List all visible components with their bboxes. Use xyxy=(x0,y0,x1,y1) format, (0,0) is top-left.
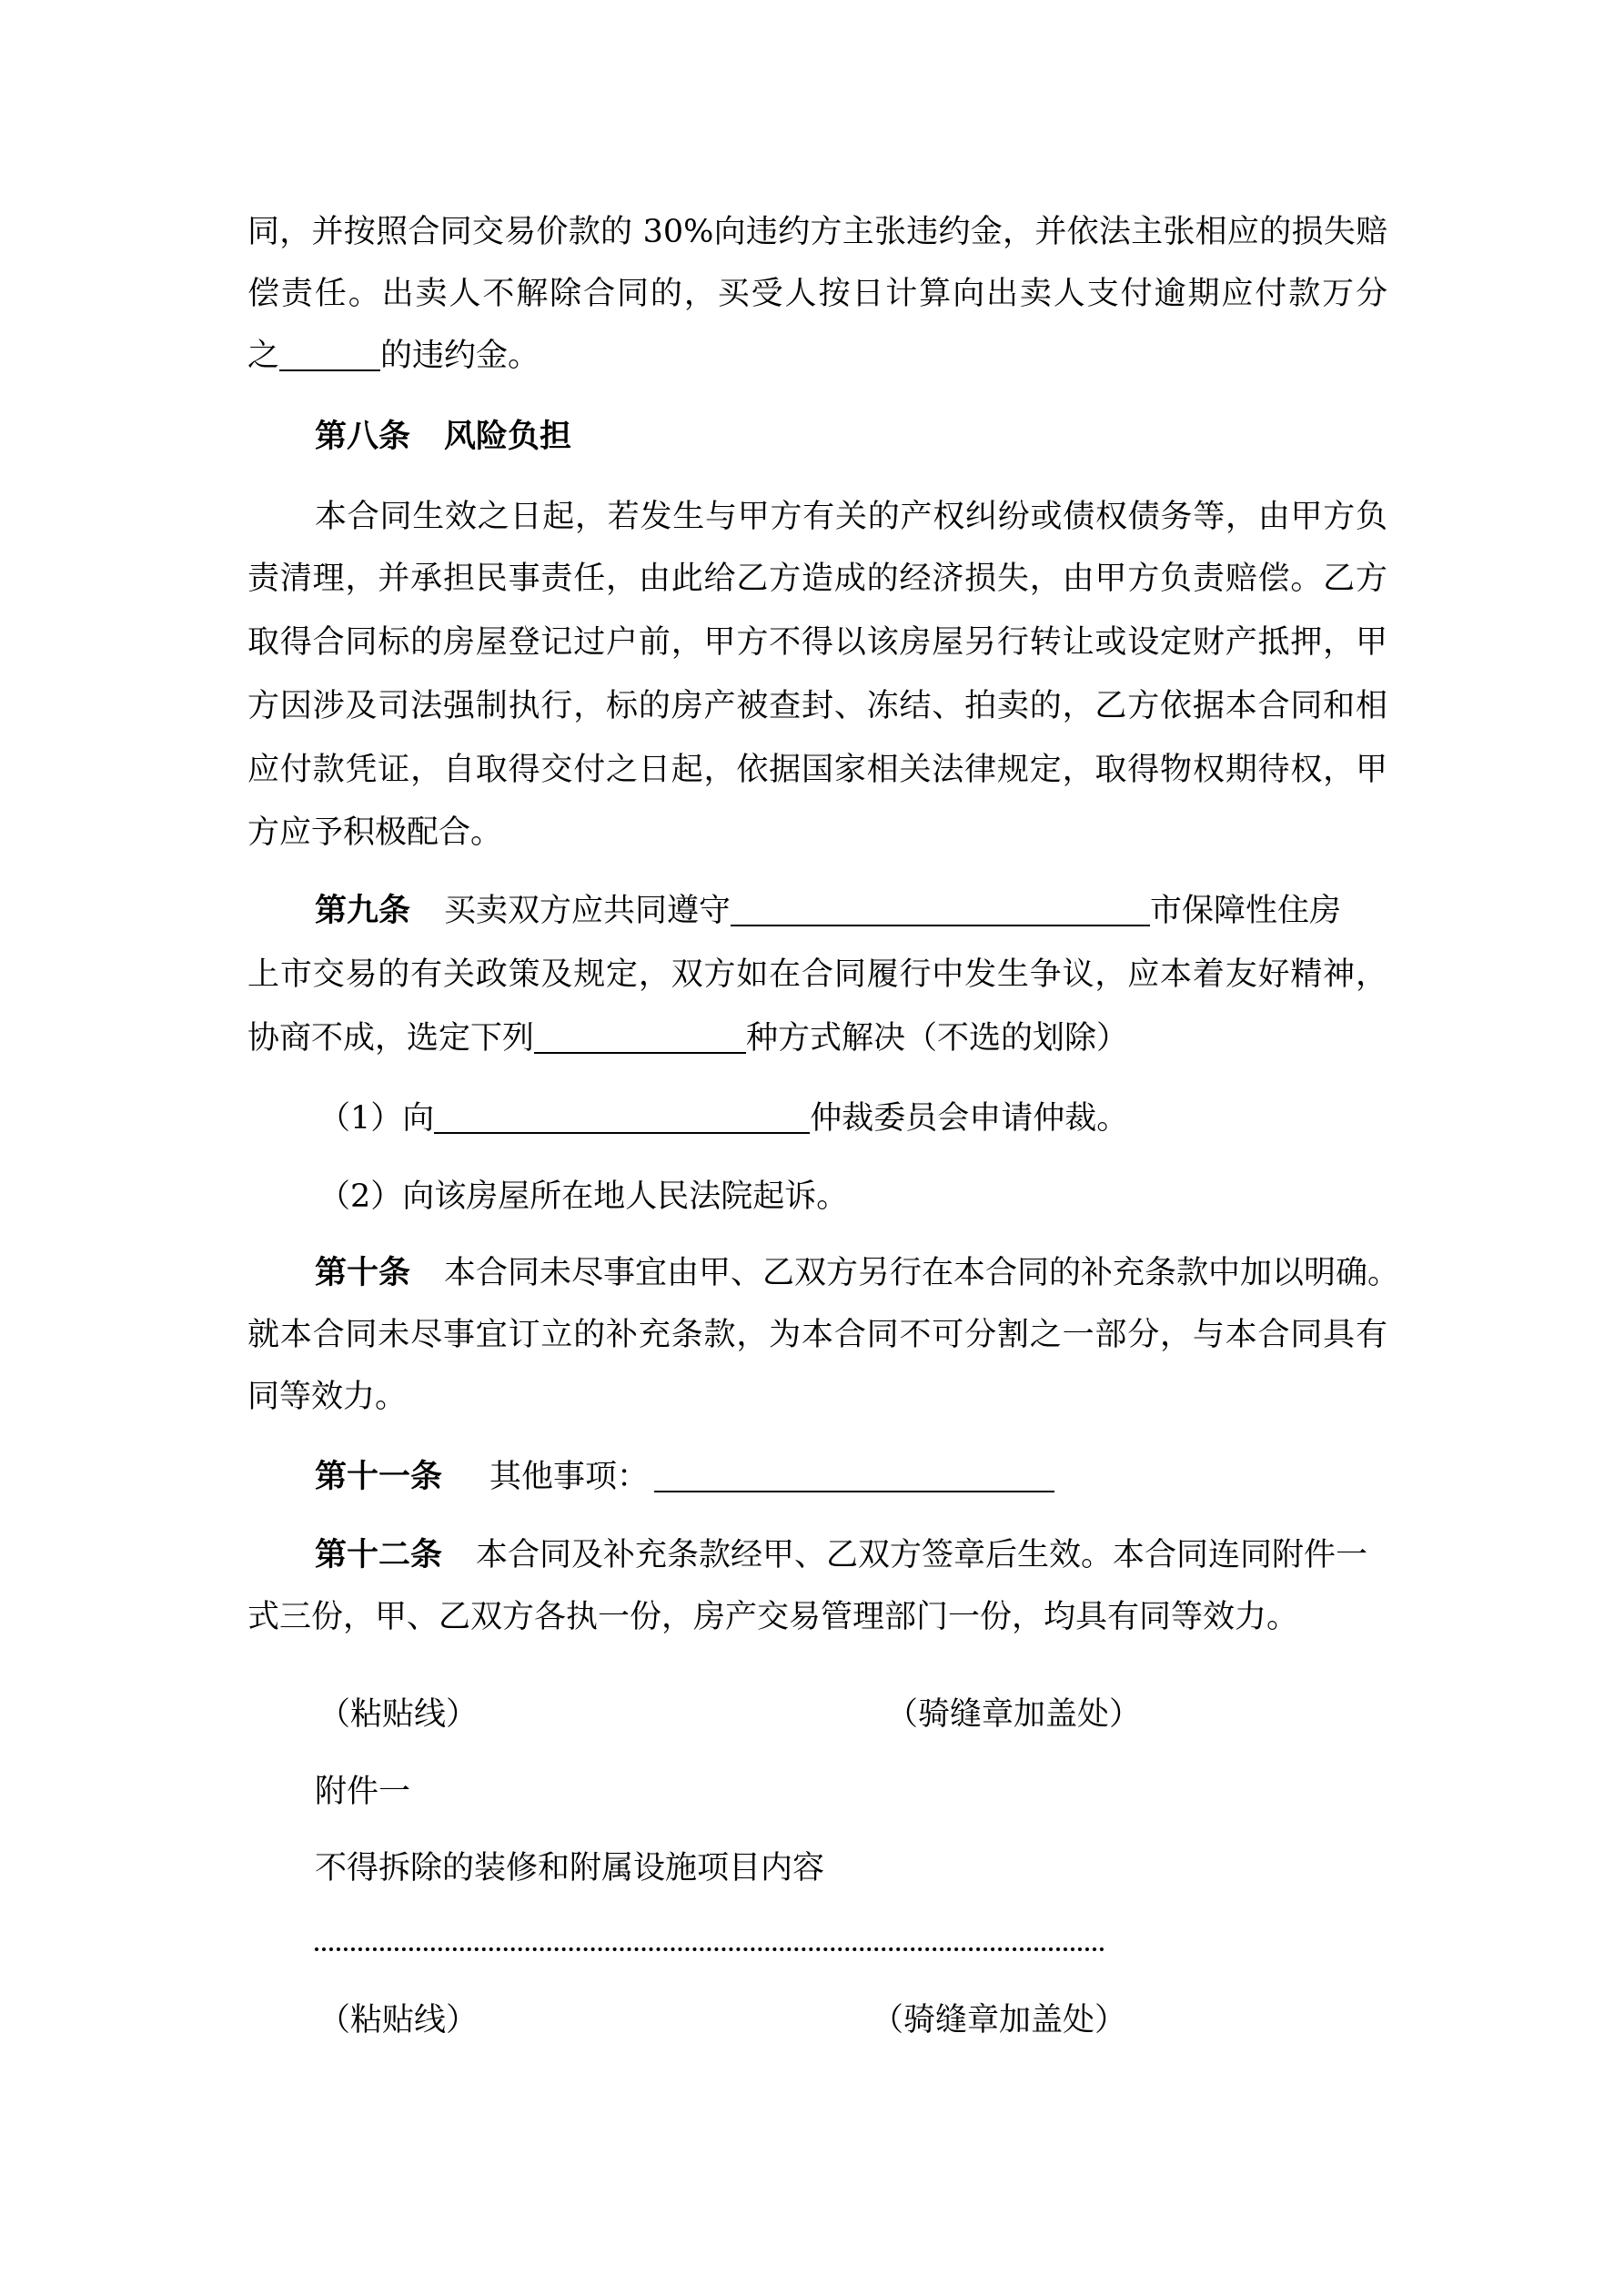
text: 市保障性住房 xyxy=(1150,893,1342,929)
paste-line-label: （粘贴线） xyxy=(318,1696,479,1733)
attachment-subtitle: 不得拆除的装修和附属设施项目内容 xyxy=(315,1850,825,1886)
city-blank[interactable] xyxy=(731,892,1150,926)
text: 其他事项： xyxy=(489,1459,650,1495)
text: 之 xyxy=(247,338,280,374)
clause-number: 第十条 xyxy=(315,1254,411,1291)
text: 的违约金。 xyxy=(380,338,540,374)
clause9-line1 xyxy=(315,891,1341,931)
clause9-option2: （2）向该房屋所在地人民法院起诉。 xyxy=(318,1178,849,1215)
dotted-separator xyxy=(315,1947,1105,1951)
seal-label: （骑缝章加盖处） xyxy=(886,1696,1142,1733)
clause8-line: 应付款凭证，自取得交付之日起，依据国家相关法律规定，取得物权期待权，甲 xyxy=(247,752,1387,788)
method-choice-blank[interactable] xyxy=(534,1019,746,1054)
clause-number: 第八条 xyxy=(315,418,411,455)
clause-number: 第十二条 xyxy=(315,1536,443,1573)
paste-line-label: （粘贴线） xyxy=(318,2002,479,2038)
other-matters-blank[interactable] xyxy=(654,1458,1054,1492)
clause8-line: 取得合同标的房屋登记过户前，甲方不得以该房屋另行转让或设定财产抵押，甲 xyxy=(247,624,1387,661)
clause8-heading xyxy=(315,417,571,457)
clause8-line: 方应予积极配合。 xyxy=(247,814,503,851)
clause10-line2: 就本合同未尽事宜订立的补充条款，为本合同不可分割之一部分，与本合同具有 xyxy=(247,1317,1387,1353)
clause9-line3 xyxy=(247,1018,1128,1058)
penalty-rate-blank[interactable] xyxy=(279,337,380,371)
text: 仲裁委员会申请仲裁。 xyxy=(810,1100,1129,1137)
text: 种方式解决（不选的划除） xyxy=(746,1020,1129,1057)
text: 本合同未尽事宜由甲、乙双方另行在本合同的补充条款中加以明确。 xyxy=(444,1255,1400,1291)
text: （1）向 xyxy=(318,1100,435,1137)
clause12-line2: 式三份，甲、乙双方各执一份，房产交易管理部门一份，均具有同等效力。 xyxy=(247,1599,1299,1635)
clause12-line1 xyxy=(315,1535,1367,1575)
clause9-option1 xyxy=(318,1098,1128,1138)
text: 协商不成，选定下列 xyxy=(247,1020,535,1057)
clause8-line: 本合同生效之日起，若发生与甲方有关的产权纠纷或债权债务等，由甲方负 xyxy=(315,499,1387,535)
clause-number: 第十一条 xyxy=(315,1458,443,1495)
clause7-line1: 同，并按照合同交易价款的 30%向违约方主张违约金，并依法主张相应的损失赔 xyxy=(247,214,1387,250)
attachment-title: 附件一 xyxy=(315,1774,411,1810)
text: 买卖双方应共同遵守 xyxy=(444,893,731,929)
clause-title: 风险负担 xyxy=(444,418,572,455)
clause8-line: 责清理，并承担民事责任，由此给乙方造成的经济损失，由甲方负责赔偿。乙方 xyxy=(247,561,1387,597)
clause7-line3 xyxy=(247,336,540,376)
clause-number: 第九条 xyxy=(315,892,411,929)
clause10-line1 xyxy=(315,1253,1399,1293)
seal-label: （骑缝章加盖处） xyxy=(872,2002,1127,2038)
clause7-line2: 偿责任。出卖人不解除合同的，买受人按日计算向出卖人支付逾期应付款万分 xyxy=(247,276,1387,312)
arbitration-committee-blank[interactable] xyxy=(434,1099,810,1134)
text: 本合同及补充条款经甲、乙双方签章后生效。本合同连同附件一 xyxy=(476,1537,1368,1573)
clause8-line: 方因涉及司法强制执行，标的房产被查封、冻结、拍卖的，乙方依据本合同和相 xyxy=(247,688,1387,724)
clause11-line xyxy=(315,1457,1054,1497)
clause10-line3: 同等效力。 xyxy=(247,1379,408,1415)
clause9-line2: 上市交易的有关政策及规定，双方如在合同履行中发生争议，应本着友好精神， xyxy=(247,956,1387,993)
